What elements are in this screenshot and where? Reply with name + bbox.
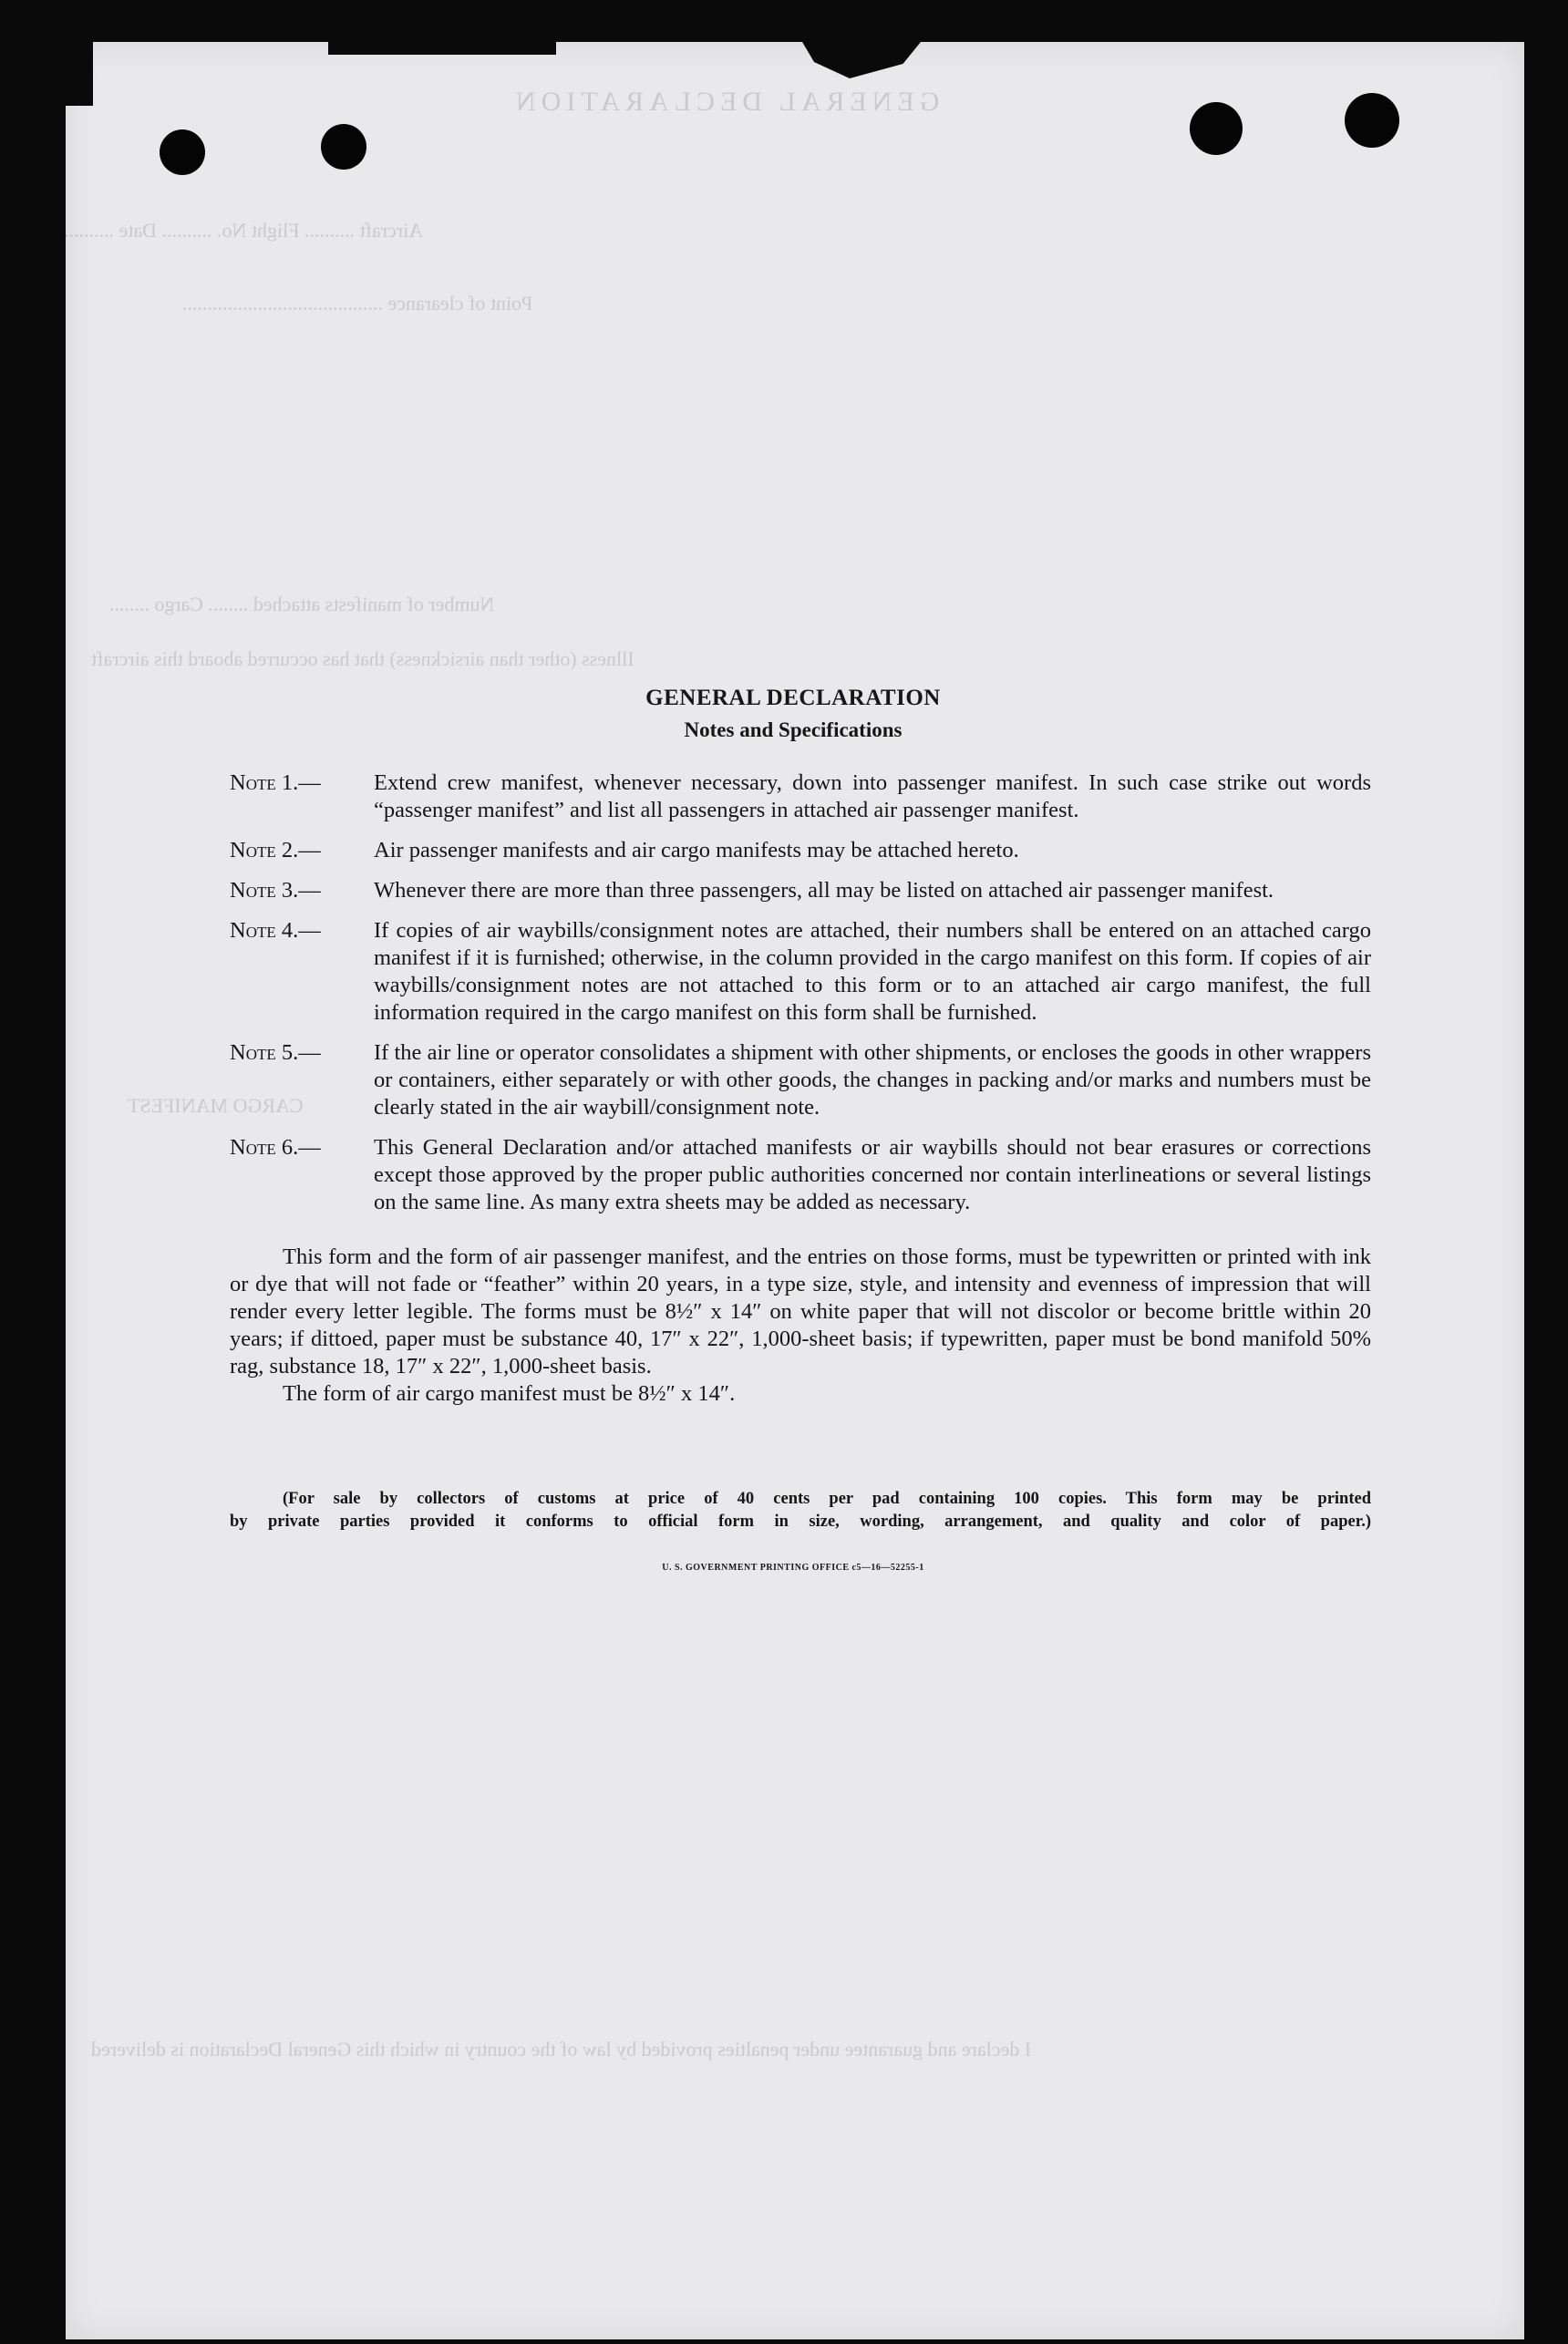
note-label: Note 1.— bbox=[230, 770, 321, 795]
bleed-through-text: CARGO MANIFEST bbox=[128, 1094, 304, 1117]
bleed-through-text: Aircraft .......... Flight No. .......... Date .......... bbox=[64, 219, 424, 242]
punch-hole bbox=[160, 129, 205, 175]
page-title: GENERAL DECLARATION bbox=[645, 686, 941, 710]
note-6 bbox=[230, 1134, 1375, 1216]
sale-notice-line: (For sale by collectors of customs at price of 40 cents per pad containing 100 copies. This form may be printed bbox=[283, 1490, 1371, 1508]
note-5 bbox=[230, 1039, 1375, 1121]
note-text: Whenever there are more than three passengers, all may be listed on attached air passenger manifest. bbox=[374, 878, 1274, 903]
general-declaration-notes bbox=[230, 686, 1375, 1573]
note-4 bbox=[230, 917, 1375, 1027]
notes-list bbox=[230, 769, 1375, 1216]
printing-office-imprint: U. S. GOVERNMENT PRINTING OFFICE c5—16—52255-1 bbox=[662, 1563, 924, 1573]
note-label: Note 6.— bbox=[230, 1135, 321, 1160]
punch-hole bbox=[321, 124, 366, 170]
note-text: Extend crew manifest, whenever necessary, down into passenger manifest. In such case strike out words “passenger manifest” and list all passengers in attached air passenger manifest. bbox=[374, 770, 1371, 822]
bleed-through-text: Point of clearance ........................................ bbox=[182, 292, 533, 315]
bleed-through-text: Illness (other than airsickness) that has occurred aboard this aircraft bbox=[91, 647, 634, 670]
note-2 bbox=[230, 837, 1375, 864]
sale-notice-line: by private parties provided it conforms to official form in size, wording, arrangement, and quality and color of paper.) bbox=[230, 1513, 1371, 1531]
cargo-manifest-paragraph: The form of air cargo manifest must be 8½″ x 14″. bbox=[283, 1381, 736, 1406]
note-label: Note 5.— bbox=[230, 1040, 321, 1065]
note-text: If the air line or operator consolidates a shipment with other shipments, or encloses the goods in other wrappers or containers, either separately or with other goods, the changes in packing and/or marks and numbers must be clearly stated in the air waybill/consignment note. bbox=[374, 1040, 1371, 1120]
punch-hole bbox=[1345, 93, 1399, 148]
bleed-through-text: Number of manifests attached ........ Cargo ........ bbox=[109, 593, 495, 615]
bleed-through-text: I declare and guarantee under penalties provided by law of the country in which this General Declaration is delivered bbox=[91, 2038, 1032, 2060]
page-subtitle: Notes and Specifications bbox=[684, 718, 903, 741]
note-text: If copies of air waybills/consignment notes are attached, their numbers shall be entered on an attached cargo manifest if it is furnished; otherwise, in the column provided in the cargo manifest on this form. If copies of air waybills/consignment notes are not attached to this form or to an attached air cargo manifest, the full information required in the cargo manifest on this form shall be furnished. bbox=[374, 918, 1371, 1025]
torn-edge bbox=[66, 42, 93, 106]
bleed-through-text: GENERAL DECLARATION bbox=[511, 87, 940, 117]
note-label: Note 2.— bbox=[230, 838, 321, 862]
specification-paragraph: This form and the form of air passenger manifest, and the entries on those forms, must be typewritten or printed with ink or dye that will not fade or “feather” within 20 years, in a type size, style, and intensity and evenness of impression that will render every letter legible. The forms must be 8½″ x 14″ on white paper that will not discolor or become brittle within 20 years; if dittoed, paper must be substance 40, 17″ x 22″, 1,000-sheet basis; if typewritten, paper must be bond manifold 50% rag, substance 18, 17″ x 22″, 1,000-sheet basis. bbox=[230, 1244, 1371, 1379]
punch-hole bbox=[1190, 102, 1243, 155]
note-1 bbox=[230, 769, 1375, 824]
sale-notice bbox=[230, 1488, 1375, 1533]
note-text: Air passenger manifests and air cargo manifests may be attached hereto. bbox=[374, 838, 1019, 862]
note-label: Note 3.— bbox=[230, 878, 321, 903]
note-3 bbox=[230, 877, 1375, 904]
torn-edge bbox=[328, 42, 556, 55]
note-label: Note 4.— bbox=[230, 918, 321, 943]
note-text: This General Declaration and/or attached manifests or air waybills should not bear erasures or corrections except those approved by the proper public authorities concerned nor contain interlineations or several listings on the same line. As many extra sheets may be added as necessary. bbox=[374, 1135, 1371, 1214]
